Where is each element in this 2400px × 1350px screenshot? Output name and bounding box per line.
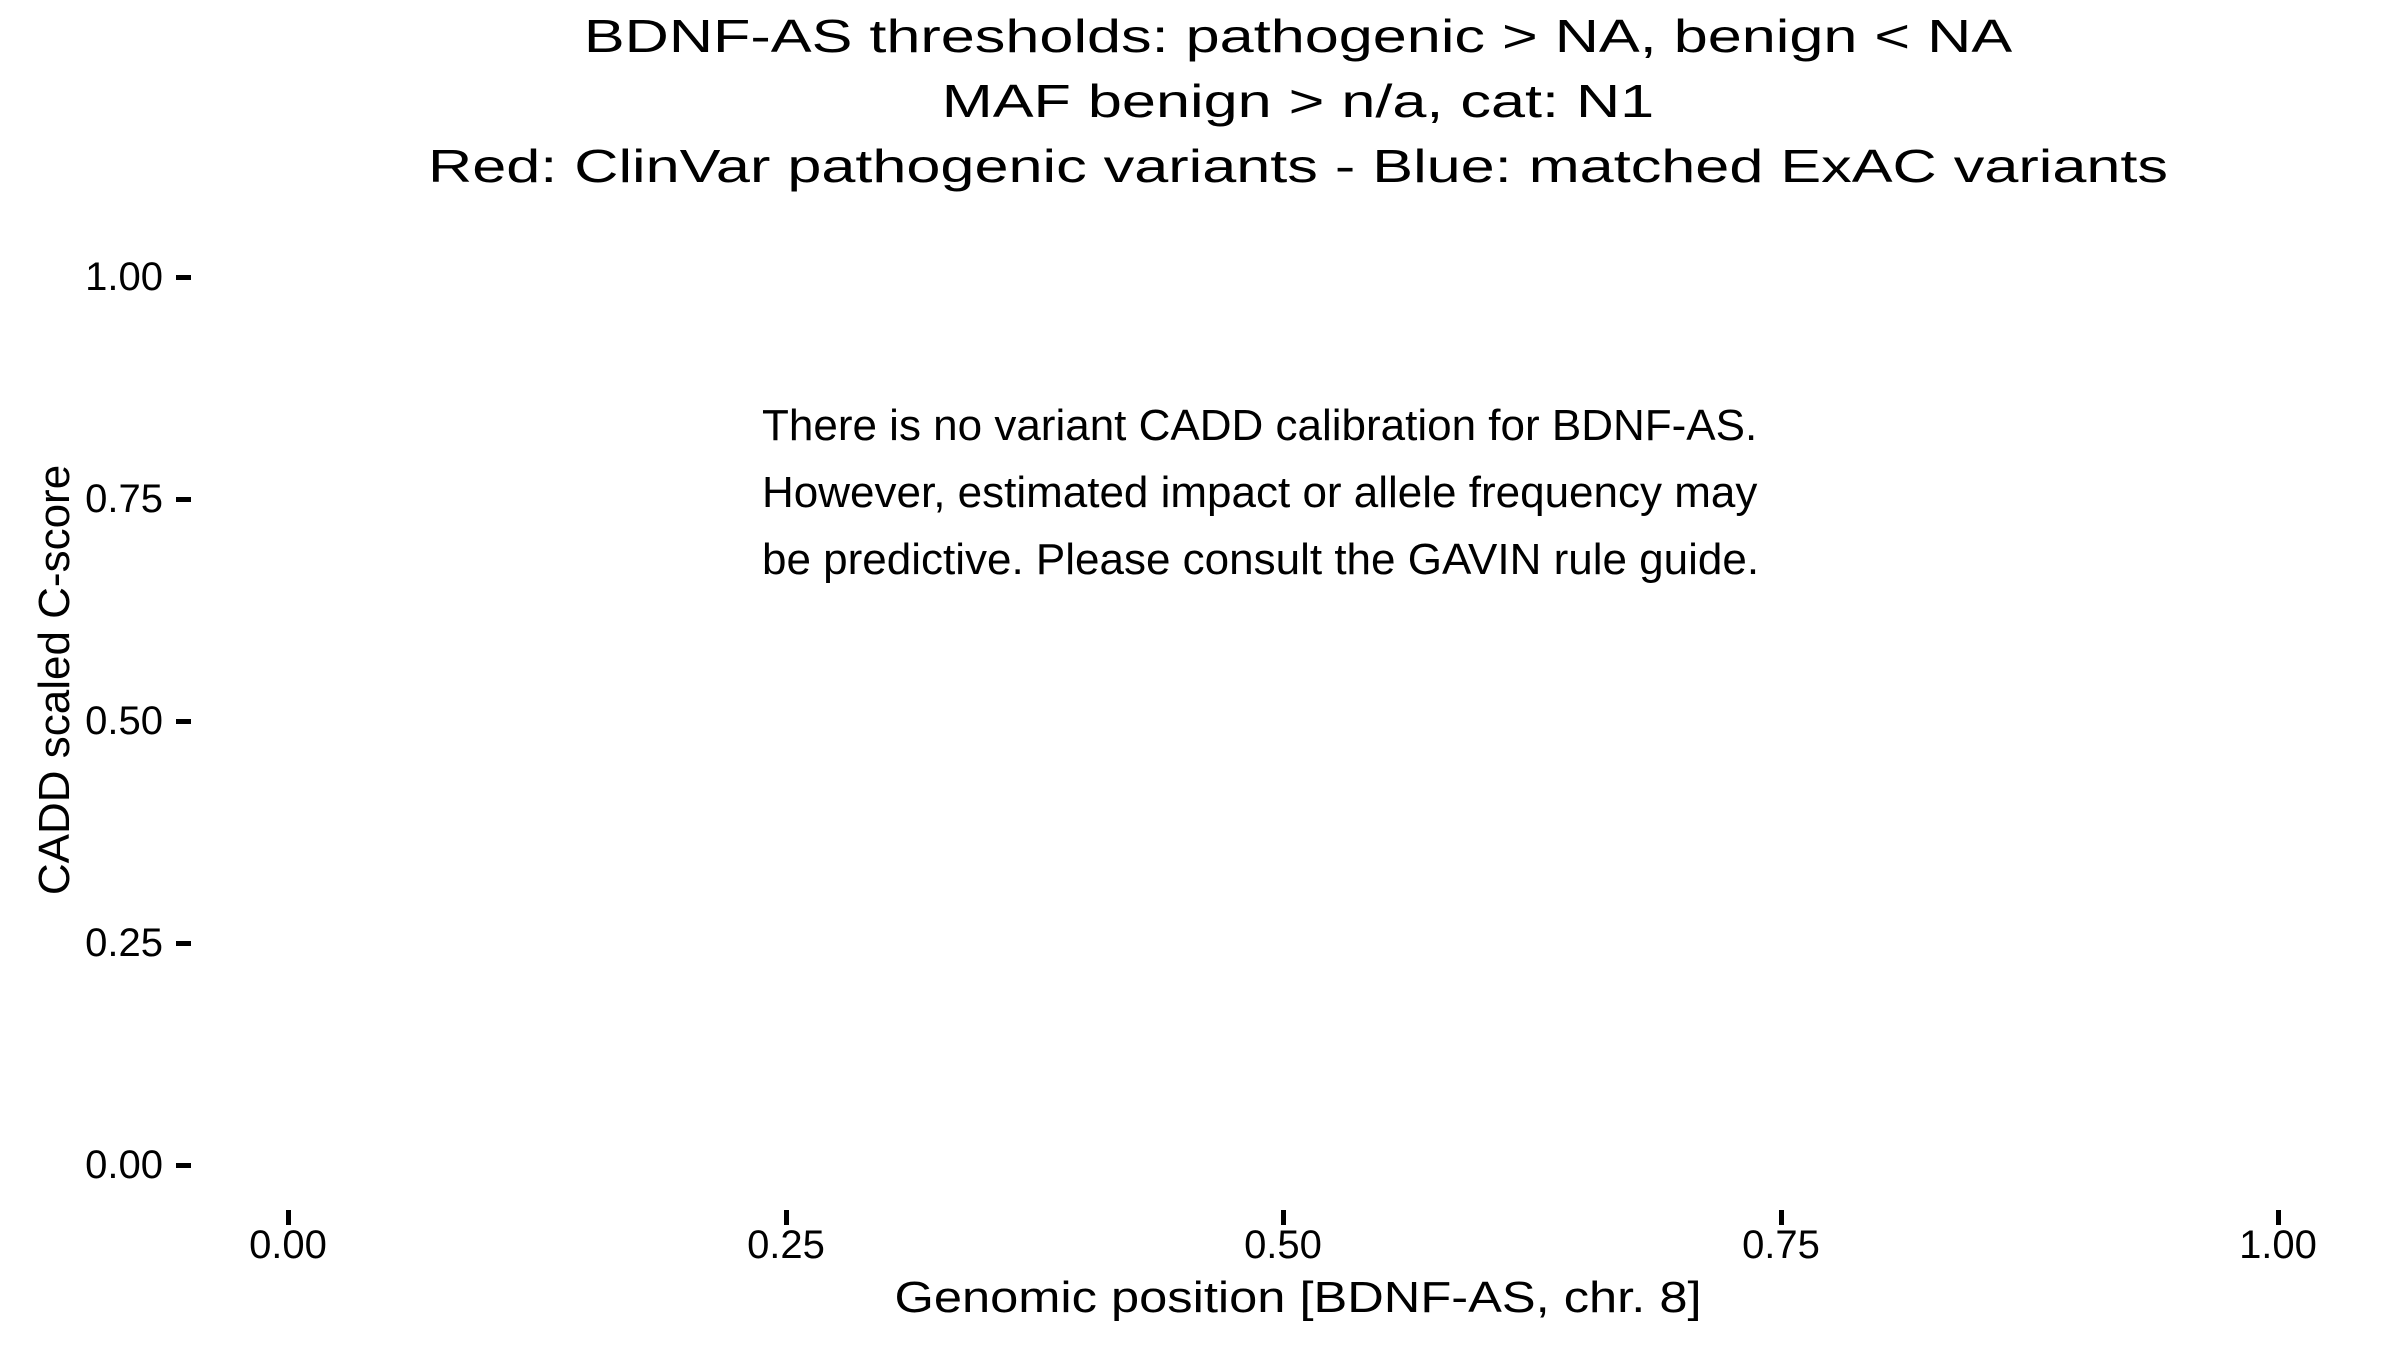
y-tick-mark xyxy=(176,1163,191,1168)
x-axis-title: Genomic position [BDNF-AS, chr. 8] xyxy=(894,1273,1702,1322)
chart-title xyxy=(0,4,2400,199)
y-tick-label-0.25: 0.25 xyxy=(85,921,163,965)
y-tick-mark xyxy=(176,719,191,724)
x-tick-label-0.50: 0.50 xyxy=(1244,1223,1322,1267)
y-tick-mark xyxy=(176,941,191,946)
chart-title-line-1: BDNF-AS thresholds: pathogenic > NA, benign < NA xyxy=(583,10,2013,62)
y-tick-mark xyxy=(176,497,191,502)
x-tick-label-0.00: 0.00 xyxy=(249,1223,327,1267)
annotation-text xyxy=(762,392,1759,593)
y-tick-label-0.75: 0.75 xyxy=(85,477,163,521)
annotation-line-3: be predictive. Please consult the GAVIN rule guide. xyxy=(762,535,1760,584)
annotation-line-2: However, estimated impact or allele frequency may xyxy=(762,468,1758,517)
y-tick-mark xyxy=(176,275,191,280)
x-tick-label-0.75: 0.75 xyxy=(1742,1223,1820,1267)
x-tick-label-1.00: 1.00 xyxy=(2239,1223,2317,1267)
plot-area xyxy=(188,232,2378,1209)
x-tick-label-0.25: 0.25 xyxy=(747,1223,825,1267)
chart-title-line-2: MAF benign > n/a, cat: N1 xyxy=(941,75,1655,127)
y-tick-label-0.50: 0.50 xyxy=(85,699,163,743)
y-tick-label-1.00: 1.00 xyxy=(85,255,163,299)
annotation-line-1: There is no variant CADD calibration for BDNF-AS. xyxy=(762,401,1758,450)
y-axis-title: CADD scaled C-score xyxy=(30,464,79,896)
y-tick-label-0.00: 0.00 xyxy=(85,1143,163,1187)
chart-title-line-3: Red: ClinVar pathogenic variants - Blue: matched ExAC variants xyxy=(428,140,2168,192)
